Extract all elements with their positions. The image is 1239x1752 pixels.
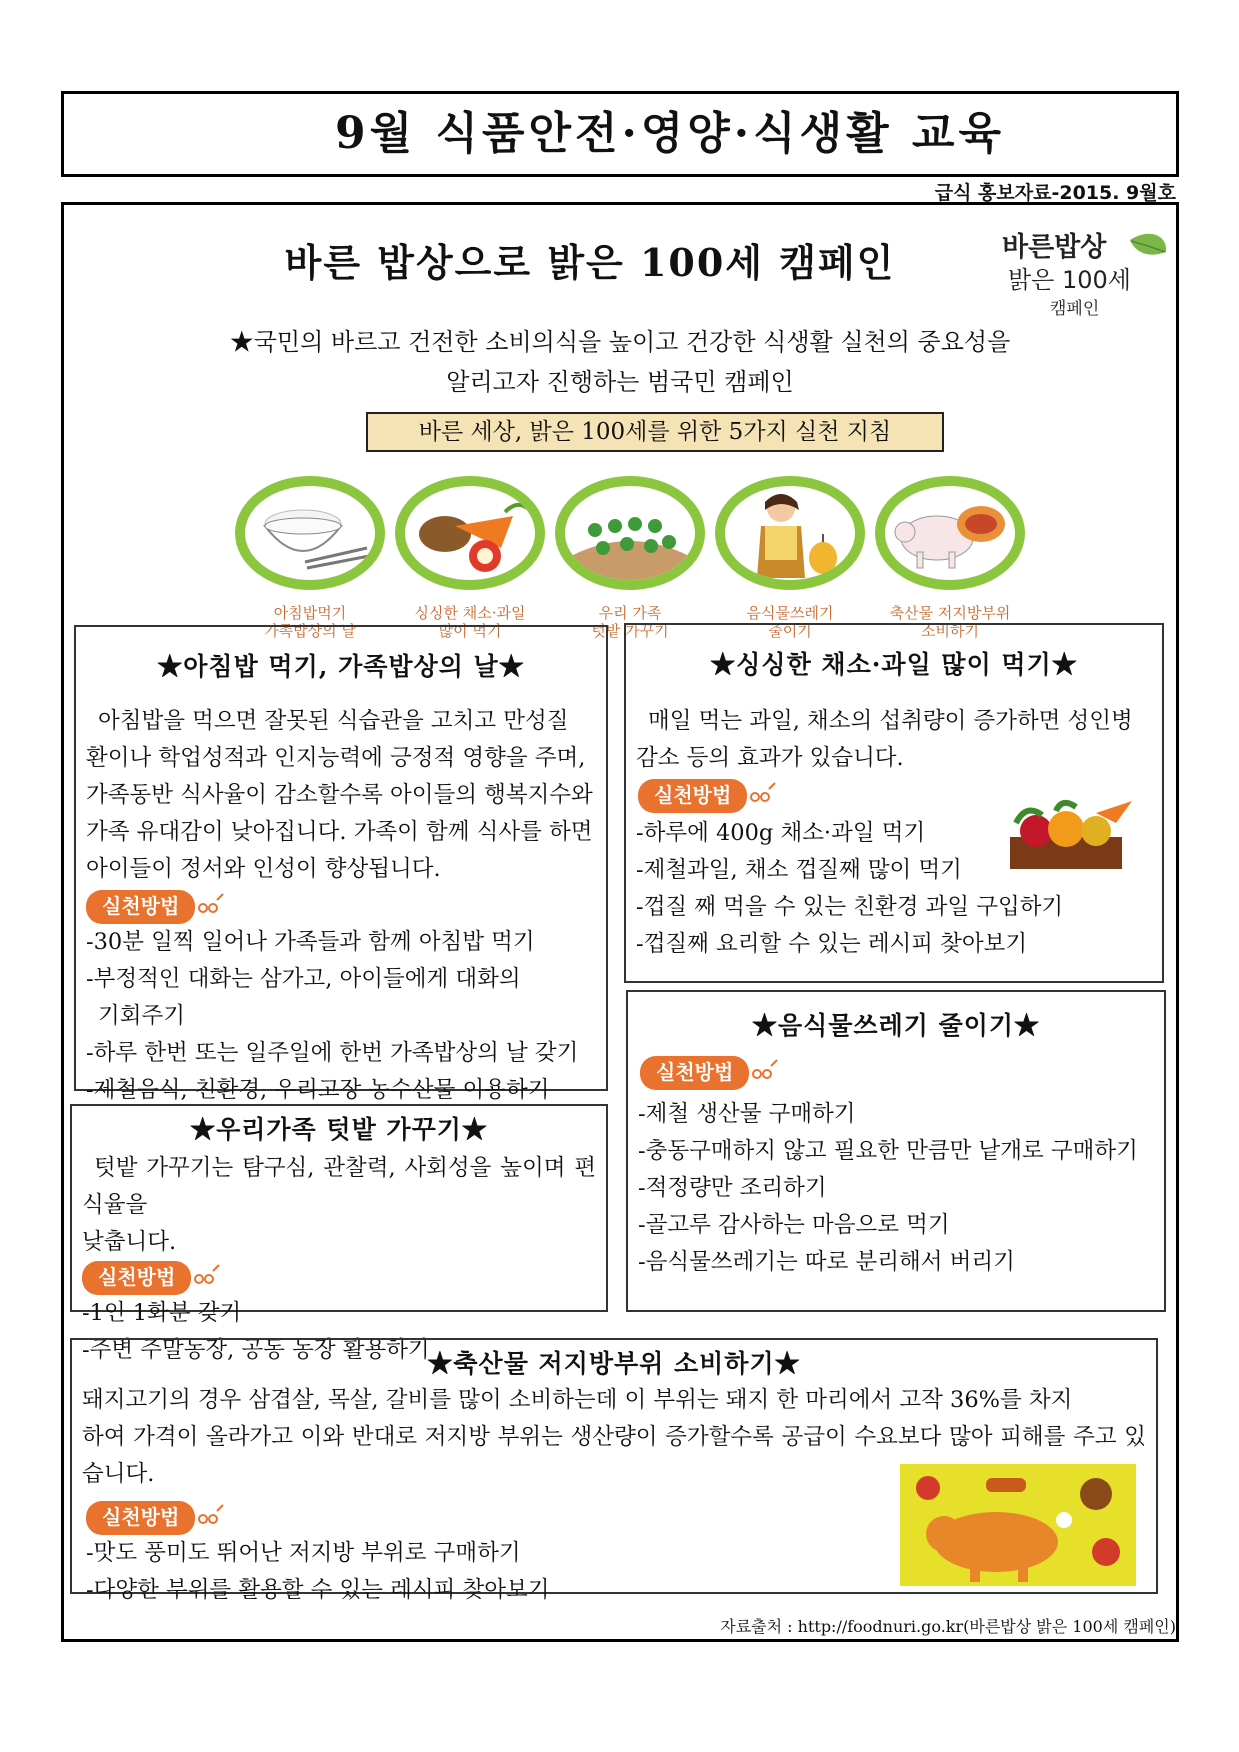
vegetables-title: ★싱싱한 채소·과일 많이 먹기★ bbox=[710, 650, 1078, 679]
practice-badge: 실천방법 bbox=[86, 1501, 195, 1535]
sparkle-icon bbox=[197, 1503, 225, 1525]
list-item: -30분 일찍 일어나 가족들과 함께 아침밥 먹기 bbox=[86, 929, 535, 955]
practice-badge: 실천방법 bbox=[640, 1056, 749, 1090]
campaign-logo bbox=[990, 222, 1170, 322]
guideline-label-5a: 축산물 저지방부위 bbox=[889, 604, 1011, 622]
breakfast-paragraph: 아침밥을 먹으면 잘못된 식습관을 고치고 만성질 환이나 학업성적과 인지능력에 긍정적 영향을 주며, 가족동반 식사율이 감소할수록 아이들의 행복지수와 가족 유대감이 낮아집니다. 가족이 함께 식사를 하면 아이들이 정서와 인성이 향상됩니다. bbox=[86, 708, 593, 882]
sparkle-icon bbox=[197, 892, 225, 914]
guideline-vegetables bbox=[395, 476, 545, 640]
source-credit: 자료출처 : http://foodnuri.go.kr(바른밥상 밝은 100세 캠페인) bbox=[720, 1617, 1176, 1636]
practice-badge: 실천방법 bbox=[638, 779, 747, 813]
intro-line-1: ★국민의 바르고 건전한 소비의식을 높이고 건강한 식생활 실천의 중요성을 bbox=[229, 328, 1011, 356]
list-item: 기회주기 bbox=[98, 1003, 185, 1029]
practice-badge: 실천방법 bbox=[86, 890, 195, 924]
guideline-label-1a: 아침밥먹기 bbox=[273, 604, 347, 622]
campaign-intro bbox=[200, 322, 1040, 402]
guideline-waste bbox=[715, 476, 865, 640]
list-item: -음식물쓰레기는 따로 분리해서 버리기 bbox=[638, 1249, 1015, 1275]
garden-paragraph: 텃밭 가꾸기는 탐구심, 관찰력, 사회성을 높이며 편식율을 낮춥니다. bbox=[82, 1155, 596, 1255]
guideline-meat bbox=[875, 476, 1025, 640]
list-item: -주변 주말농장, 공동 농장 활용하기 bbox=[82, 1337, 430, 1363]
vegetables-fruits-icon bbox=[395, 476, 545, 590]
waste-title: ★음식물쓰레기 줄이기★ bbox=[751, 1011, 1041, 1040]
sparkle-icon bbox=[749, 781, 777, 803]
page-title: 9월 식품안전·영양·식생활 교육 bbox=[335, 108, 1005, 159]
pig-icon bbox=[875, 476, 1025, 590]
sparkle-icon bbox=[193, 1263, 221, 1285]
guideline-label-1b: 가족밥상의 날 bbox=[264, 622, 356, 640]
guideline-label-5b: 소비하기 bbox=[921, 622, 979, 640]
rice-bowl-icon bbox=[235, 476, 385, 590]
breakfast-title: ★아침밥 먹기, 가족밥상의 날★ bbox=[157, 652, 525, 681]
list-item: -충동구매하지 않고 필요한 만큼만 낱개로 구매하기 bbox=[638, 1138, 1138, 1164]
guideline-breakfast bbox=[235, 476, 385, 640]
vegetables-section bbox=[624, 623, 1164, 983]
list-item: -하루 한번 또는 일주일에 한번 가족밥상의 날 갖기 bbox=[86, 1040, 579, 1066]
breakfast-section bbox=[74, 625, 608, 1103]
guideline-label-3b: 텃밭 가꾸기 bbox=[591, 622, 669, 640]
guideline-label-3a: 우리 가족 bbox=[598, 604, 662, 622]
leaf-logo-icon bbox=[990, 222, 1170, 322]
guideline-garden bbox=[555, 476, 705, 640]
list-item: -껍질째 요리할 수 있는 레시피 찾아보기 bbox=[636, 931, 1028, 957]
vegetable-basket-icon bbox=[996, 793, 1136, 873]
garden-title: ★우리가족 텃밭 가꾸기★ bbox=[190, 1115, 488, 1144]
issue-label: 급식 홍보자료-2015. 9월호 bbox=[934, 182, 1176, 204]
list-item: -제철음식, 친환경, 우리고장 농수산물 이용하기 bbox=[86, 1077, 550, 1103]
campaign-title: 바른 밥상으로 밝은 100세 캠페인 bbox=[284, 240, 896, 285]
list-item: -제철과일, 채소 껍질째 많이 먹기 bbox=[636, 857, 962, 883]
logo-line-1: 바른밥상 bbox=[1002, 232, 1107, 263]
pig-food-illustration-icon bbox=[900, 1464, 1136, 1586]
list-item: -다양한 부위를 활용할 수 있는 레시피 찾아보기 bbox=[86, 1577, 550, 1603]
garden-icon bbox=[555, 476, 705, 590]
waste-section bbox=[626, 990, 1166, 1312]
guideline-label-2a: 싱싱한 채소·과일 bbox=[414, 604, 526, 622]
list-item: -1인 1화분 갖기 bbox=[82, 1300, 242, 1326]
garden-section bbox=[70, 1104, 608, 1363]
list-item: -껍질 째 먹을 수 있는 친환경 과일 구입하기 bbox=[636, 894, 1064, 920]
list-item: -골고루 감사하는 마음으로 먹기 bbox=[638, 1212, 950, 1238]
guideline-label-4a: 음식물쓰레기 bbox=[746, 604, 834, 622]
guideline-label-4b: 줄이기 bbox=[768, 622, 812, 640]
waste-list bbox=[638, 1096, 1164, 1281]
list-item: -제철 생산물 구매하기 bbox=[638, 1101, 856, 1127]
guideline-label-2b: 많이 먹기 bbox=[438, 622, 502, 640]
meat-section bbox=[70, 1338, 1158, 1603]
practice-badge: 실천방법 bbox=[82, 1261, 191, 1295]
breakfast-list bbox=[86, 924, 606, 1109]
list-item: -맛도 풍미도 뛰어난 저지방 부위로 구매하기 bbox=[86, 1540, 521, 1566]
logo-line-2: 밝은 100세 bbox=[1008, 266, 1131, 294]
list-item: -부정적인 대화는 삼가고, 아이들에게 대화의 bbox=[86, 966, 521, 992]
vegetables-paragraph: 매일 먹는 과일, 채소의 섭취량이 증가하면 성인병 감소 등의 효과가 있습니다. bbox=[636, 708, 1133, 771]
meat-title: ★축산물 저지방부위 소비하기★ bbox=[427, 1349, 801, 1378]
list-item: -하루에 400g 채소·과일 먹기 bbox=[636, 820, 926, 846]
intro-line-2: 알리고자 진행하는 범국민 캠페인 bbox=[446, 368, 794, 396]
meat-paragraph: 돼지고기의 경우 삼겹살, 목살, 갈비를 많이 소비하는데 이 부위는 돼지 한 마리에서 고작 36%를 차지 하여 가격이 올라가고 이와 반대로 저지방 부위는 생산량이 증가할수록 공급이 수요보다 많아 피해를 주고 있습니다. bbox=[82, 1387, 1146, 1487]
food-waste-icon bbox=[715, 476, 865, 590]
sparkle-icon bbox=[751, 1058, 779, 1080]
list-item: -적정량만 조리하기 bbox=[638, 1175, 827, 1201]
logo-line-3: 캠페인 bbox=[1050, 299, 1100, 319]
guide-title: 바른 세상, 밝은 100세를 위한 5가지 실천 지침 bbox=[366, 412, 944, 452]
